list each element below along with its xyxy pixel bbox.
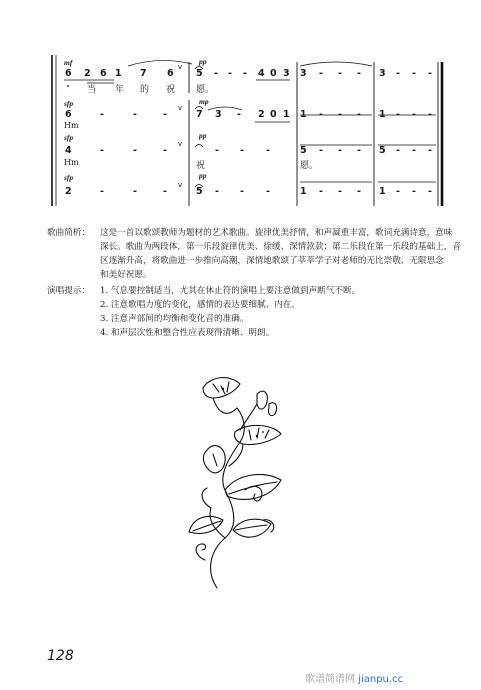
note: -: [319, 68, 323, 79]
note: -: [163, 145, 167, 156]
dynamic-pp: pp: [199, 57, 207, 66]
breath-mark: v: [178, 181, 183, 189]
note: -: [396, 68, 400, 79]
dynamic-pp: pp: [199, 131, 207, 140]
note: -: [338, 186, 342, 197]
note: -: [100, 145, 104, 156]
dynamic-mf: mf: [64, 58, 73, 67]
song-analysis: [47, 226, 461, 282]
note: 1: [283, 109, 290, 120]
lyric: 愿。: [196, 85, 215, 95]
lyric: 祝: [166, 85, 176, 95]
note: 3: [283, 68, 290, 79]
note: -: [100, 186, 104, 197]
dynamic-mp: mp: [199, 97, 209, 106]
note: -: [396, 109, 400, 120]
dynamic-pp: pp: [199, 171, 207, 180]
note: 0: [270, 68, 277, 79]
syllable-hm: Hm: [64, 121, 79, 130]
breath-mark: v: [178, 140, 183, 148]
dynamic-sfp: sfp: [64, 173, 74, 182]
note: 5: [300, 145, 307, 156]
note: -: [266, 145, 270, 156]
singing-tips-label: 演唱提示：: [47, 286, 90, 296]
note: -: [240, 186, 244, 197]
note: -: [428, 109, 432, 120]
note: 2: [258, 109, 265, 120]
tip-item: 1. 气息要控制适当，尤其在休止符的演唱上要注意做到声断气不断。: [100, 286, 361, 296]
breath-mark: v: [178, 104, 183, 112]
note: -: [412, 109, 416, 120]
morning-glory-illustration: [185, 370, 290, 590]
note: 2: [65, 186, 72, 197]
note: -: [228, 68, 232, 79]
note: -: [338, 145, 342, 156]
song-analysis-line: 和美好祝愿。: [100, 270, 152, 280]
note: 7: [140, 68, 147, 79]
note: 1: [300, 109, 307, 120]
note: -: [338, 68, 342, 79]
note: -: [357, 186, 361, 197]
note: -: [133, 186, 137, 197]
song-analysis-line: 深长。歌曲为两段体，第一乐段旋律优美、徐缓、深情款款；第二乐段在第一乐段的基础上，音: [100, 242, 461, 252]
note: -: [215, 145, 219, 156]
lyric: 祝: [196, 161, 206, 171]
watermark-site: jianpu.cc: [358, 674, 404, 685]
note: -: [412, 68, 416, 79]
note: 1: [379, 109, 386, 120]
note: -: [215, 186, 219, 197]
note: 5: [196, 68, 203, 79]
song-analysis-line: 区逐渐升高，将歌曲进一步推向高潮，深情地歌颂了莘莘学子对老师的无比崇敬、无限思念: [100, 256, 444, 266]
note: 6: [65, 68, 72, 79]
watermark-text: 歌谱简谱网: [305, 674, 355, 685]
note: -: [214, 68, 218, 79]
note: 1: [300, 186, 307, 197]
note: -: [266, 186, 270, 197]
note: -: [357, 109, 361, 120]
tip-item: 2. 注意歌唱力度的变化，感情的表达要细腻、内在。: [100, 300, 300, 310]
lyric: 年: [115, 85, 125, 95]
note: -: [428, 186, 432, 197]
note: -: [412, 145, 416, 156]
site-watermark: [305, 670, 403, 685]
note: -: [243, 68, 247, 79]
note: 4: [65, 145, 72, 156]
note: -: [396, 186, 400, 197]
song-analysis-line: 这是一首以歌颂教师为题材的艺术歌曲。旋律优美抒情，和声凝重丰富，歌词充满诗意，意味: [100, 228, 453, 238]
note: 2: [84, 68, 91, 79]
tip-item: 4. 和声层次性和整合性应表现得清晰、明朗。: [100, 328, 275, 338]
note: -: [412, 186, 416, 197]
note: 5: [379, 145, 386, 156]
note: -: [319, 145, 323, 156]
note: -: [163, 109, 167, 120]
note: 3: [300, 68, 307, 79]
lyric: 愿。: [300, 161, 319, 171]
note: -: [133, 145, 137, 156]
note: -: [396, 145, 400, 156]
note: -: [237, 109, 241, 120]
music-score: [0, 0, 481, 210]
note: -: [428, 68, 432, 79]
note: 3: [379, 68, 386, 79]
dynamic-sfp: sfp: [64, 133, 74, 142]
tip-item: 3. 注意声部间的均衡和变化音的准确。: [100, 314, 249, 324]
note: 6: [65, 109, 72, 120]
dynamic-sfp: sfp: [64, 99, 74, 108]
note: 5: [196, 186, 203, 197]
note: 0: [270, 109, 277, 120]
note: 1: [115, 68, 122, 79]
note: 4: [258, 68, 265, 79]
note: -: [240, 145, 244, 156]
note: -: [133, 109, 137, 120]
note: 1: [379, 186, 386, 197]
note: 3: [215, 109, 222, 120]
breath-mark: v: [178, 63, 183, 71]
note: -: [428, 145, 432, 156]
lyric: 当: [87, 85, 97, 95]
note: -: [357, 68, 361, 79]
note: -: [357, 145, 361, 156]
note: -: [319, 186, 323, 197]
lyric: 的: [140, 85, 150, 95]
note: -: [100, 109, 104, 120]
note: -: [163, 186, 167, 197]
singing-tips: [47, 284, 360, 340]
note: -: [319, 109, 323, 120]
page-number: 128: [47, 648, 74, 664]
note: 6: [100, 68, 107, 79]
note: 6: [167, 68, 174, 79]
syllable-hm: Hm: [64, 158, 79, 167]
song-analysis-label: 歌曲简析：: [47, 228, 90, 238]
note: -: [338, 109, 342, 120]
note: 7: [196, 109, 203, 120]
